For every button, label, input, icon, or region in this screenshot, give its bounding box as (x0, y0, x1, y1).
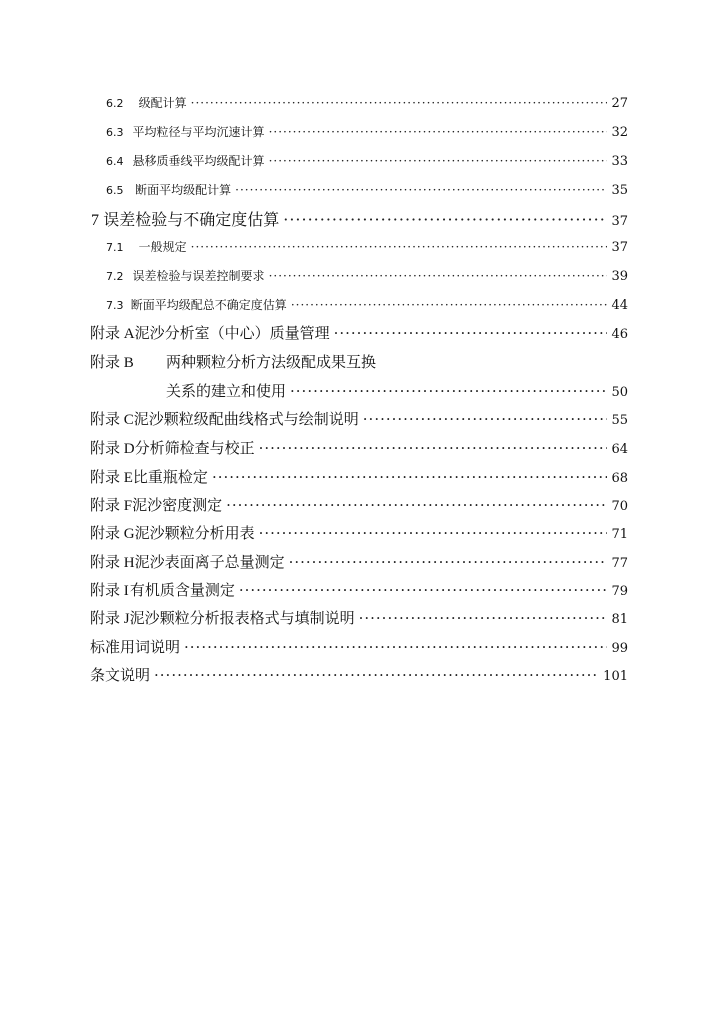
page-number: 32 (611, 125, 628, 140)
section-number: 6.2 (106, 97, 124, 110)
dot-leader (269, 269, 608, 283)
page-number: 79 (611, 584, 628, 599)
appendix-label: 附录 A (90, 326, 135, 342)
dot-leader (259, 439, 608, 457)
toc-entry-7-1[interactable] (0, 238, 628, 255)
appendix-label: 附录 I (90, 583, 129, 599)
toc-entry-standard-terms[interactable] (0, 636, 628, 657)
toc-entry-appendix-g[interactable] (0, 522, 628, 543)
dot-leader (289, 553, 608, 571)
appendix-label: 附录 H (90, 555, 135, 571)
section-number: 6.4 (106, 155, 124, 168)
toc-entry-appendix-d[interactable] (0, 437, 628, 458)
toc-entry-6-3[interactable] (0, 123, 628, 140)
section-title: 级配计算 (138, 96, 187, 110)
toc-entry-appendix-e[interactable] (0, 466, 628, 487)
appendix-title: 泥沙密度测定 (132, 496, 223, 514)
dot-leader (235, 183, 607, 197)
appendix-label: 附录 C (90, 412, 134, 428)
chapter-number: 7 (91, 212, 99, 229)
toc-entry-appendix-b-continued[interactable] (0, 380, 628, 401)
page-number: 37 (611, 214, 628, 229)
toc-entry-chapter-7[interactable] (0, 207, 628, 230)
section-number: 6.5 (106, 184, 124, 197)
page-number: 35 (611, 183, 628, 198)
chapter-title: 误差检验与不确定度估算 (103, 210, 280, 229)
dot-leader (291, 298, 608, 312)
page-number: 77 (611, 556, 628, 571)
appendix-title: 泥沙颗粒级配曲线格式与绘制说明 (133, 410, 359, 428)
page-number: 55 (611, 413, 628, 428)
dot-leader (226, 496, 607, 514)
appendix-title: 有机质含量测定 (129, 581, 235, 599)
appendix-title: 泥沙颗粒分析报表格式与填制说明 (129, 609, 355, 627)
section-title: 断面平均级配计算 (135, 183, 232, 197)
appendix-label: 附录 J (90, 611, 130, 627)
appendix-label: 附录 E (90, 470, 133, 486)
dot-leader (212, 468, 608, 486)
section-title: 误差检验与误差控制要求 (132, 269, 265, 283)
appendix-title: 泥沙表面离子总量测定 (134, 553, 285, 571)
appendix-title-continued: 关系的建立和使用 (166, 382, 287, 400)
appendix-title: 泥沙分析室（中心）质量管理 (134, 324, 330, 342)
dot-leader (269, 154, 608, 168)
dot-leader (191, 240, 608, 254)
dot-leader (283, 210, 607, 229)
toc-entry-6-4[interactable] (0, 152, 628, 169)
appendix-title: 分析筛检查与校正 (134, 439, 255, 457)
page-number: 33 (611, 154, 628, 169)
dot-leader (184, 638, 607, 656)
toc-entry-appendix-c[interactable] (0, 408, 628, 429)
page-number: 70 (611, 499, 628, 514)
dot-leader (259, 524, 608, 542)
section-title: 悬移质垂线平均级配计算 (132, 154, 265, 168)
page-number: 99 (611, 641, 628, 656)
section-number: 7.1 (106, 241, 124, 254)
page-number: 64 (611, 442, 628, 457)
toc-entry-appendix-a[interactable] (0, 322, 628, 343)
dot-leader (269, 125, 608, 139)
dot-leader (191, 96, 608, 110)
toc-entry-appendix-h[interactable] (0, 551, 628, 572)
page-number: 101 (603, 669, 628, 684)
page-number: 46 (611, 327, 628, 342)
appendix-title: 两种颗粒分析方法级配成果互换 (166, 353, 377, 371)
page-number: 68 (611, 471, 628, 486)
section-number: 7.3 (106, 299, 124, 312)
page-number: 39 (611, 269, 628, 284)
toc-entry-6-5[interactable] (0, 181, 628, 198)
toc-entry-7-2[interactable] (0, 267, 628, 284)
dot-leader (359, 609, 608, 627)
section-number: 6.3 (106, 126, 124, 139)
section-number: 7.2 (106, 270, 124, 283)
toc-entry-appendix-b[interactable] (0, 351, 628, 372)
appendix-title: 泥沙颗粒分析用表 (134, 524, 255, 542)
toc-entry-clause-explanation[interactable] (0, 664, 628, 685)
toc-entry-6-2[interactable] (0, 94, 628, 111)
dot-leader (363, 410, 608, 428)
dot-leader (290, 382, 607, 400)
page-number: 50 (611, 385, 628, 400)
appendix-label: 附录 B (90, 355, 134, 371)
dot-leader (334, 324, 608, 342)
entry-title: 条文说明 (90, 666, 151, 684)
page-number: 44 (611, 298, 628, 313)
entry-title: 标准用词说明 (90, 638, 181, 656)
appendix-title: 比重瓶检定 (132, 468, 208, 486)
section-title: 断面平均级配总不确定度估算 (130, 298, 287, 312)
toc-entry-7-3[interactable] (0, 296, 628, 313)
appendix-label: 附录 G (90, 526, 135, 542)
appendix-label: 附录 D (90, 441, 135, 457)
dot-leader (239, 581, 608, 599)
toc-entry-appendix-i[interactable] (0, 579, 628, 600)
section-title: 平均粒径与平均沉速计算 (132, 125, 265, 139)
page-number: 81 (611, 612, 628, 627)
toc-entry-appendix-f[interactable] (0, 494, 628, 515)
page-number: 71 (611, 527, 628, 542)
page-number: 37 (611, 240, 628, 255)
page-number: 27 (611, 96, 628, 111)
section-title: 一般规定 (138, 240, 187, 254)
dot-leader (154, 666, 599, 684)
appendix-label: 附录 F (90, 498, 133, 514)
toc-entry-appendix-j[interactable] (0, 607, 628, 628)
